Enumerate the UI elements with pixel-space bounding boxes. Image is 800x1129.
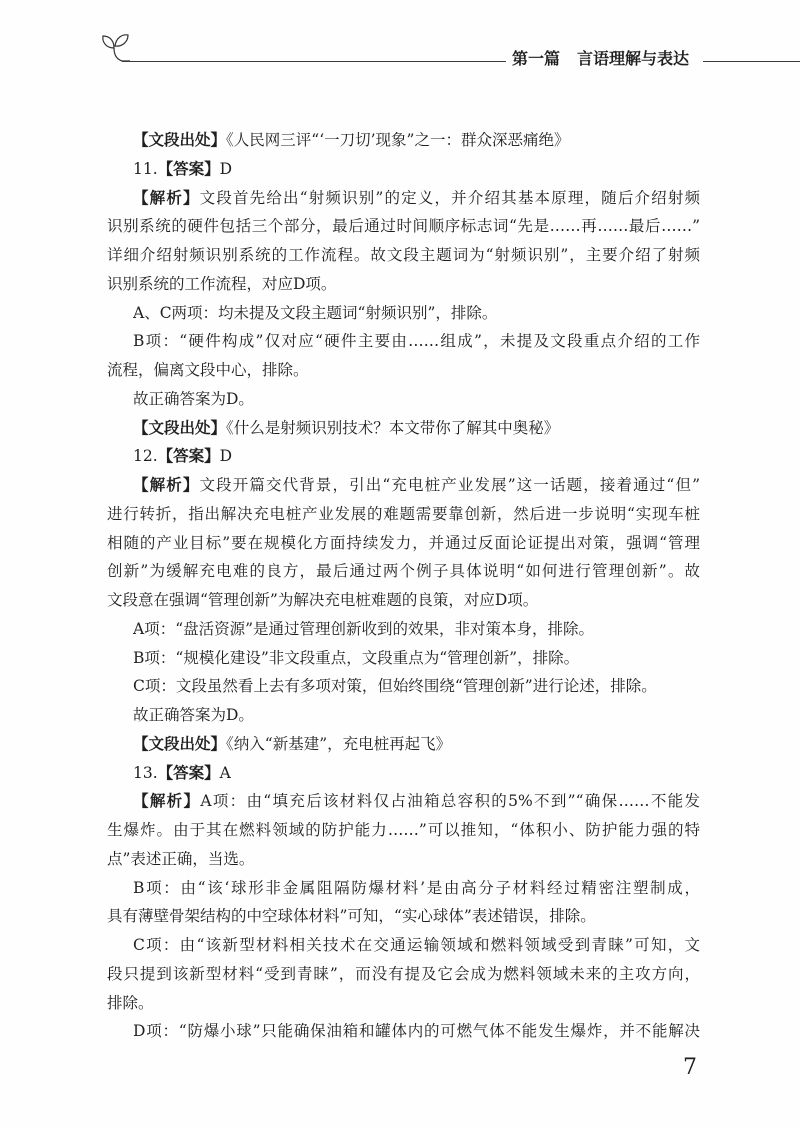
analysis-paragraph [107, 787, 700, 873]
text-line: 详细介绍射频识别系统的工作流程。故文段主题词为“射频识别”，主要介绍了射频 [107, 246, 700, 264]
answer-line [107, 155, 700, 184]
page-number: 7 [683, 1055, 697, 1080]
conclusion-line [107, 385, 700, 414]
part-label: 第一篇 [512, 49, 561, 68]
text-line: A项：“盘活资源”是通过管理创新收到的效果，非对策本身，排除。 [133, 619, 595, 638]
sprout-icon [100, 28, 130, 64]
text-line [107, 787, 700, 816]
option-paragraph [107, 299, 700, 328]
analysis-label: 【解析】 [133, 791, 201, 811]
option-paragraph [107, 644, 700, 673]
answer-label: 【答案】 [157, 446, 220, 466]
line-text: 文段首先给出“射频识别”的定义，并介绍其基本原理，随后介绍射频 [199, 188, 700, 207]
question-number: 11. [133, 159, 158, 178]
text-line: 点”表述正确，当选。 [107, 849, 255, 868]
question-number: 12. [133, 447, 158, 466]
text-line: 生爆炸。由于其在燃料领域的防护能力……”可以推知，“体积小、防护能力强的特 [107, 821, 700, 839]
text-line: 文段意在强调“管理创新”为解决充电桩难题的良策，对应D项。 [107, 591, 539, 609]
text-line [107, 442, 700, 471]
text-line [107, 730, 700, 759]
line-text: 文段开篇交代背景，引出“充电桩产业发展”这一话题，接着通过“但” [199, 476, 700, 494]
line-text: 《人民网三评“‘一刀切’现象”之一：群众深恶痛绝》 [226, 131, 570, 149]
text-line: B项：由“该‘球形非金属阻隔防爆材料’是由高分子材料经过精密注塑制成， [133, 878, 700, 897]
text-line: D项：“防爆小球”只能确保油箱和罐体内的可燃气体不能发生爆炸，并不能解决 [133, 1022, 700, 1041]
header-rule-left [122, 61, 506, 62]
text-line: B项：“规模化建设”非文段重点，文段重点为“管理创新”，排除。 [133, 648, 580, 667]
source-label: 【文段出处】 [133, 733, 227, 753]
answer-line [107, 442, 700, 471]
text-line [107, 759, 700, 788]
text-line: C项：由“该新型材料相关技术在交通运输领域和燃料领域受到青睐”可知，文 [133, 936, 700, 954]
line-text: 《什么是射频识别技术？本文带你了解其中奥秘》 [226, 418, 560, 437]
answer-value: D [219, 447, 233, 466]
answer-label: 【答案】 [157, 762, 220, 782]
text-line: 段只提到该新型材料“受到青睐”，而没有提及它会成为燃料领域未来的主攻方向， [107, 964, 700, 983]
text-line [107, 126, 700, 155]
answer-label: 【答案】 [157, 158, 220, 178]
text-line: 相随的产业目标”要在规模化方面持续发力，并通过反面论证提出对策，强调“管理 [107, 533, 700, 552]
option-paragraph [107, 327, 700, 385]
option-paragraph [107, 874, 700, 932]
answer-line [107, 759, 700, 788]
text-line: 识别系统的工作流程，对应D项。 [107, 274, 337, 293]
text-line: 排除。 [107, 993, 154, 1012]
analysis-paragraph [107, 184, 700, 299]
header-rule-right [703, 61, 800, 62]
answer-value: D [219, 159, 233, 178]
text-line: 进行转折，指出解决充电桩产业发展的难题需要靠创新，然后进一步说明“实现车桩 [107, 504, 700, 523]
text-line: 创新”为缓解充电难的良方，最后通过两个例子具体说明“如何进行管理创新”。故 [107, 562, 700, 581]
option-paragraph [107, 615, 700, 644]
text-line [107, 414, 700, 443]
option-paragraph [107, 931, 700, 1017]
line-text: A项：由“填充后该材料仅占油箱总容积的5%不到”“确保……不能发 [200, 792, 700, 811]
text-line [107, 184, 700, 213]
text-line: 故正确答案为D。 [133, 389, 254, 408]
page-body [107, 126, 700, 1046]
text-line: 具有薄壁骨架结构的中空球体材料”可知，“实心球体”表述错误，排除。 [107, 907, 596, 926]
text-line [107, 471, 700, 500]
line-text: 《纳入“新基建”，充电桩再起飞》 [226, 734, 452, 753]
analysis-paragraph [107, 471, 700, 615]
text-line: C项：文段虽然看上去有多项对策，但始终围绕“管理创新”进行论述，排除。 [133, 677, 657, 696]
source-label: 【文段出处】 [133, 130, 227, 149]
option-paragraph [107, 1017, 700, 1046]
running-header [512, 49, 689, 69]
analysis-label: 【解析】 [133, 187, 200, 207]
text-line [107, 155, 700, 184]
analysis-label: 【解析】 [133, 475, 200, 494]
conclusion-line [107, 701, 700, 730]
source-paragraph [107, 730, 700, 759]
text-line: 故正确答案为D。 [133, 706, 254, 724]
text-line: 流程，偏离文段中心，排除。 [107, 361, 309, 379]
text-line: 识别系统的硬件包括三个部分，最后通过时间顺序标志词“先是……再……最后……” [107, 217, 700, 236]
source-paragraph [107, 414, 700, 443]
source-paragraph [107, 126, 700, 155]
text-line: A、C两项：均未提及文段主题词“射频识别”，排除。 [133, 303, 498, 322]
chapter-title: 言语理解与表达 [577, 49, 690, 68]
source-label: 【文段出处】 [133, 417, 227, 437]
option-paragraph [107, 672, 700, 701]
question-number: 13. [133, 763, 158, 782]
answer-value: A [219, 763, 231, 782]
text-line: B项：“硬件构成”仅对应“硬件主要由……组成”，未提及文段重点介绍的工作 [133, 332, 700, 351]
